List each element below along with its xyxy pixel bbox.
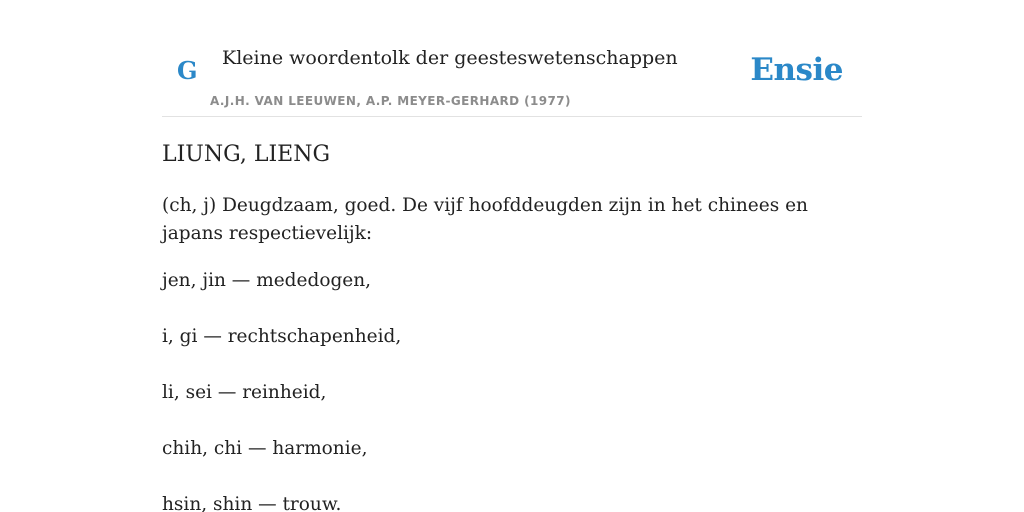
ensie-logo[interactable]: Ensie	[750, 52, 843, 88]
entry-intro: (ch, j) Deugdzaam, goed. De vijf hoofddeugden zijn in het chinees en japans respectievelijk:	[162, 195, 808, 244]
virtue-item: i, gi — rechtschapenheid,	[162, 326, 402, 347]
virtue-item: chih, chi — harmonie,	[162, 438, 368, 459]
virtue-item: jen, jin — mededogen,	[162, 270, 372, 291]
book-logo-icon[interactable]: G	[177, 56, 198, 85]
entry-title: LIUNG, LIENG	[162, 142, 331, 167]
virtue-item: li, sei — reinheid,	[162, 382, 327, 403]
virtue-list	[162, 267, 862, 512]
book-authors: A.J.H. VAN LEEUWEN, A.P. MEYER-GERHARD (1977)	[210, 94, 571, 108]
source-header	[162, 0, 862, 117]
book-title-link[interactable]: Kleine woordentolk der geesteswetenschappen	[222, 47, 678, 69]
entry-content	[162, 138, 862, 512]
virtue-item: hsin, shin — trouw.	[162, 494, 342, 512]
